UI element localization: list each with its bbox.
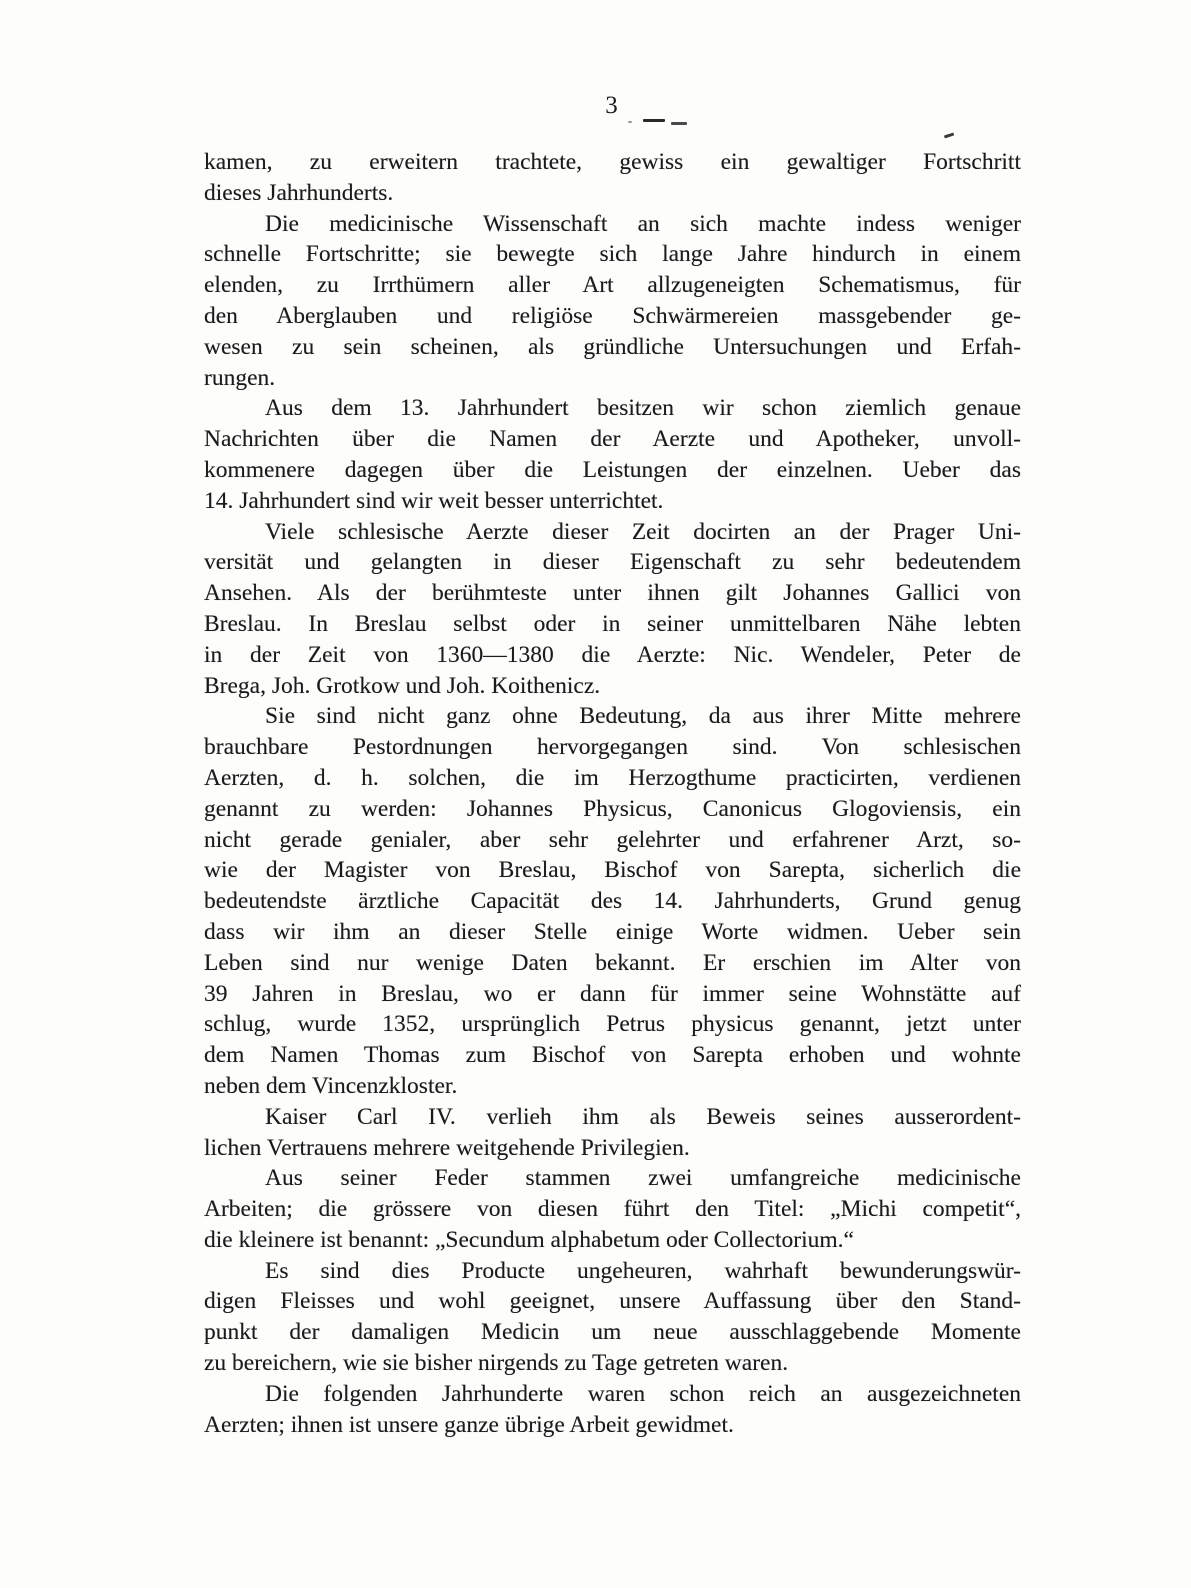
text-line: die kleinere ist benannt: „Secundum alphabetum oder Collectorium.“: [204, 1226, 854, 1253]
text-line: zu bereichern, wie sie bisher nirgends zu Tage getreten waren.: [204, 1350, 789, 1377]
text-line: in der Zeit von 1360—1380 die Aerzte: Nic. Wendeler, Peter de: [204, 641, 1021, 668]
text-line: Ansehen. Als der berühmteste unter ihnen gilt Johannes Gallici von: [204, 580, 1021, 607]
paragraph: [204, 1163, 1021, 1255]
text-line: digen Fleisses und wohl geeignet, unsere Auffassung über den Stand-: [204, 1288, 1021, 1315]
text-block: [204, 147, 1021, 1440]
text-line: neben dem Vincenzkloster.: [204, 1072, 458, 1099]
text-line: genannt zu werden: Johannes Physicus, Canonicus Glogoviensis, ein: [204, 795, 1021, 822]
paragraph: [204, 701, 1021, 1101]
text-line: Viele schlesische Aerzte dieser Zeit docirten an der Prager Uni-: [265, 518, 1021, 545]
text-line: bedeutendste ärztliche Capacität des 14. Jahrhunderts, Grund genug: [204, 888, 1021, 915]
ink-dash-mark-1: [643, 119, 665, 122]
text-line: Aus dem 13. Jahrhundert besitzen wir schon ziemlich genaue: [265, 395, 1021, 422]
text-line: Kaiser Carl IV. verlieh ihm als Beweis seines ausserordent-: [265, 1103, 1021, 1130]
ink-speck-mark: [628, 121, 632, 123]
text-line: dass wir ihm an dieser Stelle einige Worte widmen. Ueber sein: [204, 918, 1021, 945]
text-line: schnelle Fortschritte; sie bewegte sich lange Jahre hindurch in einem: [204, 241, 1021, 268]
text-line: Die medicinische Wissenschaft an sich machte indess weniger: [265, 210, 1021, 237]
text-line: rungen.: [204, 364, 276, 391]
text-line: punkt der damaligen Medicin um neue ausschlaggebende Momente: [204, 1319, 1021, 1346]
text-line: nicht gerade genialer, aber sehr gelehrter und erfahrener Arzt, so-: [204, 826, 1021, 853]
text-line: Die folgenden Jahrhunderte waren schon reich an ausgezeichneten: [265, 1380, 1021, 1407]
text-line: Breslau. In Breslau selbst oder in seiner unmittelbaren Nähe lebten: [204, 610, 1021, 637]
paragraph: [204, 1379, 1021, 1441]
page-number: 3: [605, 92, 619, 119]
text-line: Sie sind nicht ganz ohne Bedeutung, da aus ihrer Mitte mehrere: [265, 703, 1021, 730]
text-line: kamen, zu erweitern trachtete, gewiss ein gewaltiger Fortschritt: [204, 149, 1021, 175]
paragraph: [204, 393, 1021, 516]
text-line: brauchbare Pestordnungen hervorgegangen sind. Von schlesischen: [204, 734, 1021, 761]
text-line: Aus seiner Feder stammen zwei umfangreiche medicinische: [265, 1165, 1021, 1192]
text-line: Arbeiten; die grössere von diesen führt den Titel: „Michi competit“,: [204, 1196, 1021, 1223]
text-line: 14. Jahrhundert sind wir weit besser unterrichtet.: [204, 487, 664, 514]
text-line: Aerzten, d. h. solchen, die im Herzogthume practicirten, verdienen: [204, 764, 1021, 791]
text-line: dem Namen Thomas zum Bischof von Sarepta erhoben und wohnte: [204, 1042, 1021, 1069]
text-line: Leben sind nur wenige Daten bekannt. Er erschien im Alter von: [204, 949, 1021, 976]
ink-tick-mark: [944, 133, 954, 138]
text-line: dieses Jahrhunderts.: [204, 179, 394, 206]
text-line: kommenere dagegen über die Leistungen der einzelnen. Ueber das: [204, 456, 1021, 483]
paragraph: [204, 1256, 1021, 1379]
text-line: lichen Vertrauens mehrere weitgehende Privilegien.: [204, 1134, 690, 1161]
text-line: wesen zu sein scheinen, als gründliche Untersuchungen und Erfah-: [204, 333, 1021, 360]
text-line: Nachrichten über die Namen der Aerzte und Apotheker, unvoll-: [204, 426, 1021, 453]
paragraph: [204, 1102, 1021, 1164]
text-line: Brega, Joh. Grotkow und Joh. Koithenicz.: [204, 672, 601, 699]
text-line: Es sind dies Producte ungeheuren, wahrhaft bewunderungswür-: [265, 1257, 1021, 1284]
paragraph: [204, 209, 1021, 394]
ink-dash-mark-2: [671, 122, 687, 125]
text-line: wie der Magister von Breslau, Bischof von Sarepta, sicherlich die: [204, 857, 1021, 884]
text-line: versität und gelangten in dieser Eigenschaft zu sehr bedeutendem: [204, 549, 1021, 576]
text-line: den Aberglauben und religiöse Schwärmereien massgebender ge-: [204, 302, 1021, 329]
text-line: 39 Jahren in Breslau, wo er dann für immer seine Wohnstätte auf: [204, 980, 1021, 1007]
text-line: schlug, wurde 1352, ursprünglich Petrus physicus genannt, jetzt unter: [204, 1011, 1021, 1038]
paragraph: [204, 147, 1021, 209]
text-line: Aerzten; ihnen ist unsere ganze übrige Arbeit gewidmet.: [204, 1411, 734, 1438]
text-line: elenden, zu Irrthümern aller Art allzugeneigten Schematismus, für: [204, 272, 1021, 299]
paragraph: [204, 517, 1021, 702]
